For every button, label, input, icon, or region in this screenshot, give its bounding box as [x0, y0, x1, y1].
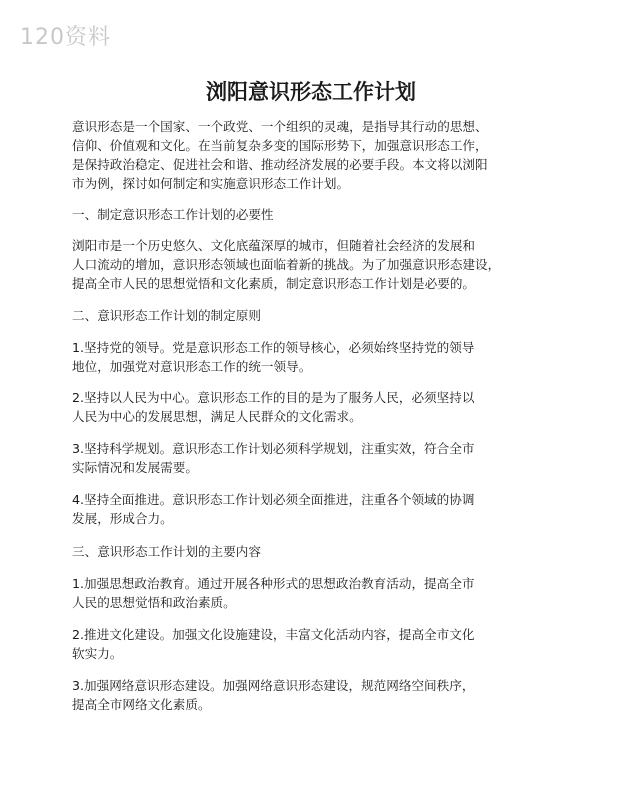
intro-line: 是保持政治稳定、促进社会和谐、推动经济发展的必要手段。本文将以浏阳: [72, 157, 488, 172]
intro-line: 信仰、价值观和文化。在当前复杂多变的国际形势下，加强意识形态工作，: [72, 138, 488, 153]
section-heading-2: 二、意识形态工作计划的制定原则: [72, 308, 261, 323]
paragraph-line: 3.坚持科学规划。意识形态工作计划必须科学规划，注重实效，符合全市: [72, 441, 475, 456]
paragraph-line: 2.坚持以人民为中心。意识形态工作的目的是为了服务人民，必须坚持以: [72, 390, 475, 405]
principle-item: [72, 388, 550, 426]
paragraph-line: 地位，加强党对意识形态工作的统一领导。: [72, 359, 312, 374]
paragraph-line: 发展，形成合力。: [72, 511, 173, 526]
paragraph-line: 实际情况和发展需要。: [72, 460, 198, 475]
principle-item: [72, 490, 550, 528]
content-item: [72, 574, 550, 612]
paragraph-line: 3.加强网络意识形态建设。加强网络意识形态建设，规范网络空间秩序，: [72, 678, 475, 693]
paragraph-line: 提高全市人民的思想觉悟和文化素质，制定意识形态工作计划是必要的。: [72, 276, 475, 291]
content-item: [72, 625, 550, 663]
paragraph-line: 人民的思想觉悟和政治素质。: [72, 595, 236, 610]
watermark-logo: 120资料: [20, 25, 111, 50]
intro-line: 市为例，探讨如何制定和实施意识形态工作计划。: [72, 176, 350, 191]
paragraph-line: 人民为中心的发展思想，满足人民群众的文化需求。: [72, 409, 362, 424]
paragraph-line: 软实力。: [72, 646, 123, 661]
intro-line: 意识形态是一个国家、一个政党、一个组织的灵魂，是指导其行动的思想、: [72, 119, 488, 134]
paragraph-line: 2.推进文化建设。加强文化设施建设，丰富文化活动内容，提高全市文化: [72, 627, 475, 642]
document-title: 浏阳意识形态工作计划: [206, 80, 416, 104]
content-item: [72, 676, 550, 714]
intro-paragraph: [72, 117, 550, 193]
paragraph-line: 1.加强思想政治教育。通过开展各种形式的思想政治教育活动，提高全市: [72, 576, 475, 591]
section1-paragraph: [72, 236, 550, 293]
principle-item: [72, 338, 550, 376]
section-heading-1: 一、制定意识形态工作计划的必要性: [72, 207, 274, 222]
paragraph-line: 人口流动的增加，意识形态领域也面临着新的挑战。为了加强意识形态建设，: [72, 257, 501, 272]
paragraph-line: 浏阳市是一个历史悠久、文化底蕴深厚的城市，但随着社会经济的发展和: [72, 238, 475, 253]
principle-item: [72, 439, 550, 477]
paragraph-line: 4.坚持全面推进。意识形态工作计划必须全面推进，注重各个领域的协调: [72, 492, 475, 507]
section-heading-3: 三、意识形态工作计划的主要内容: [72, 544, 261, 559]
paragraph-line: 1.坚持党的领导。党是意识形态工作的领导核心，必须始终坚持党的领导: [72, 340, 475, 355]
paragraph-line: 提高全市网络文化素质。: [72, 697, 211, 712]
